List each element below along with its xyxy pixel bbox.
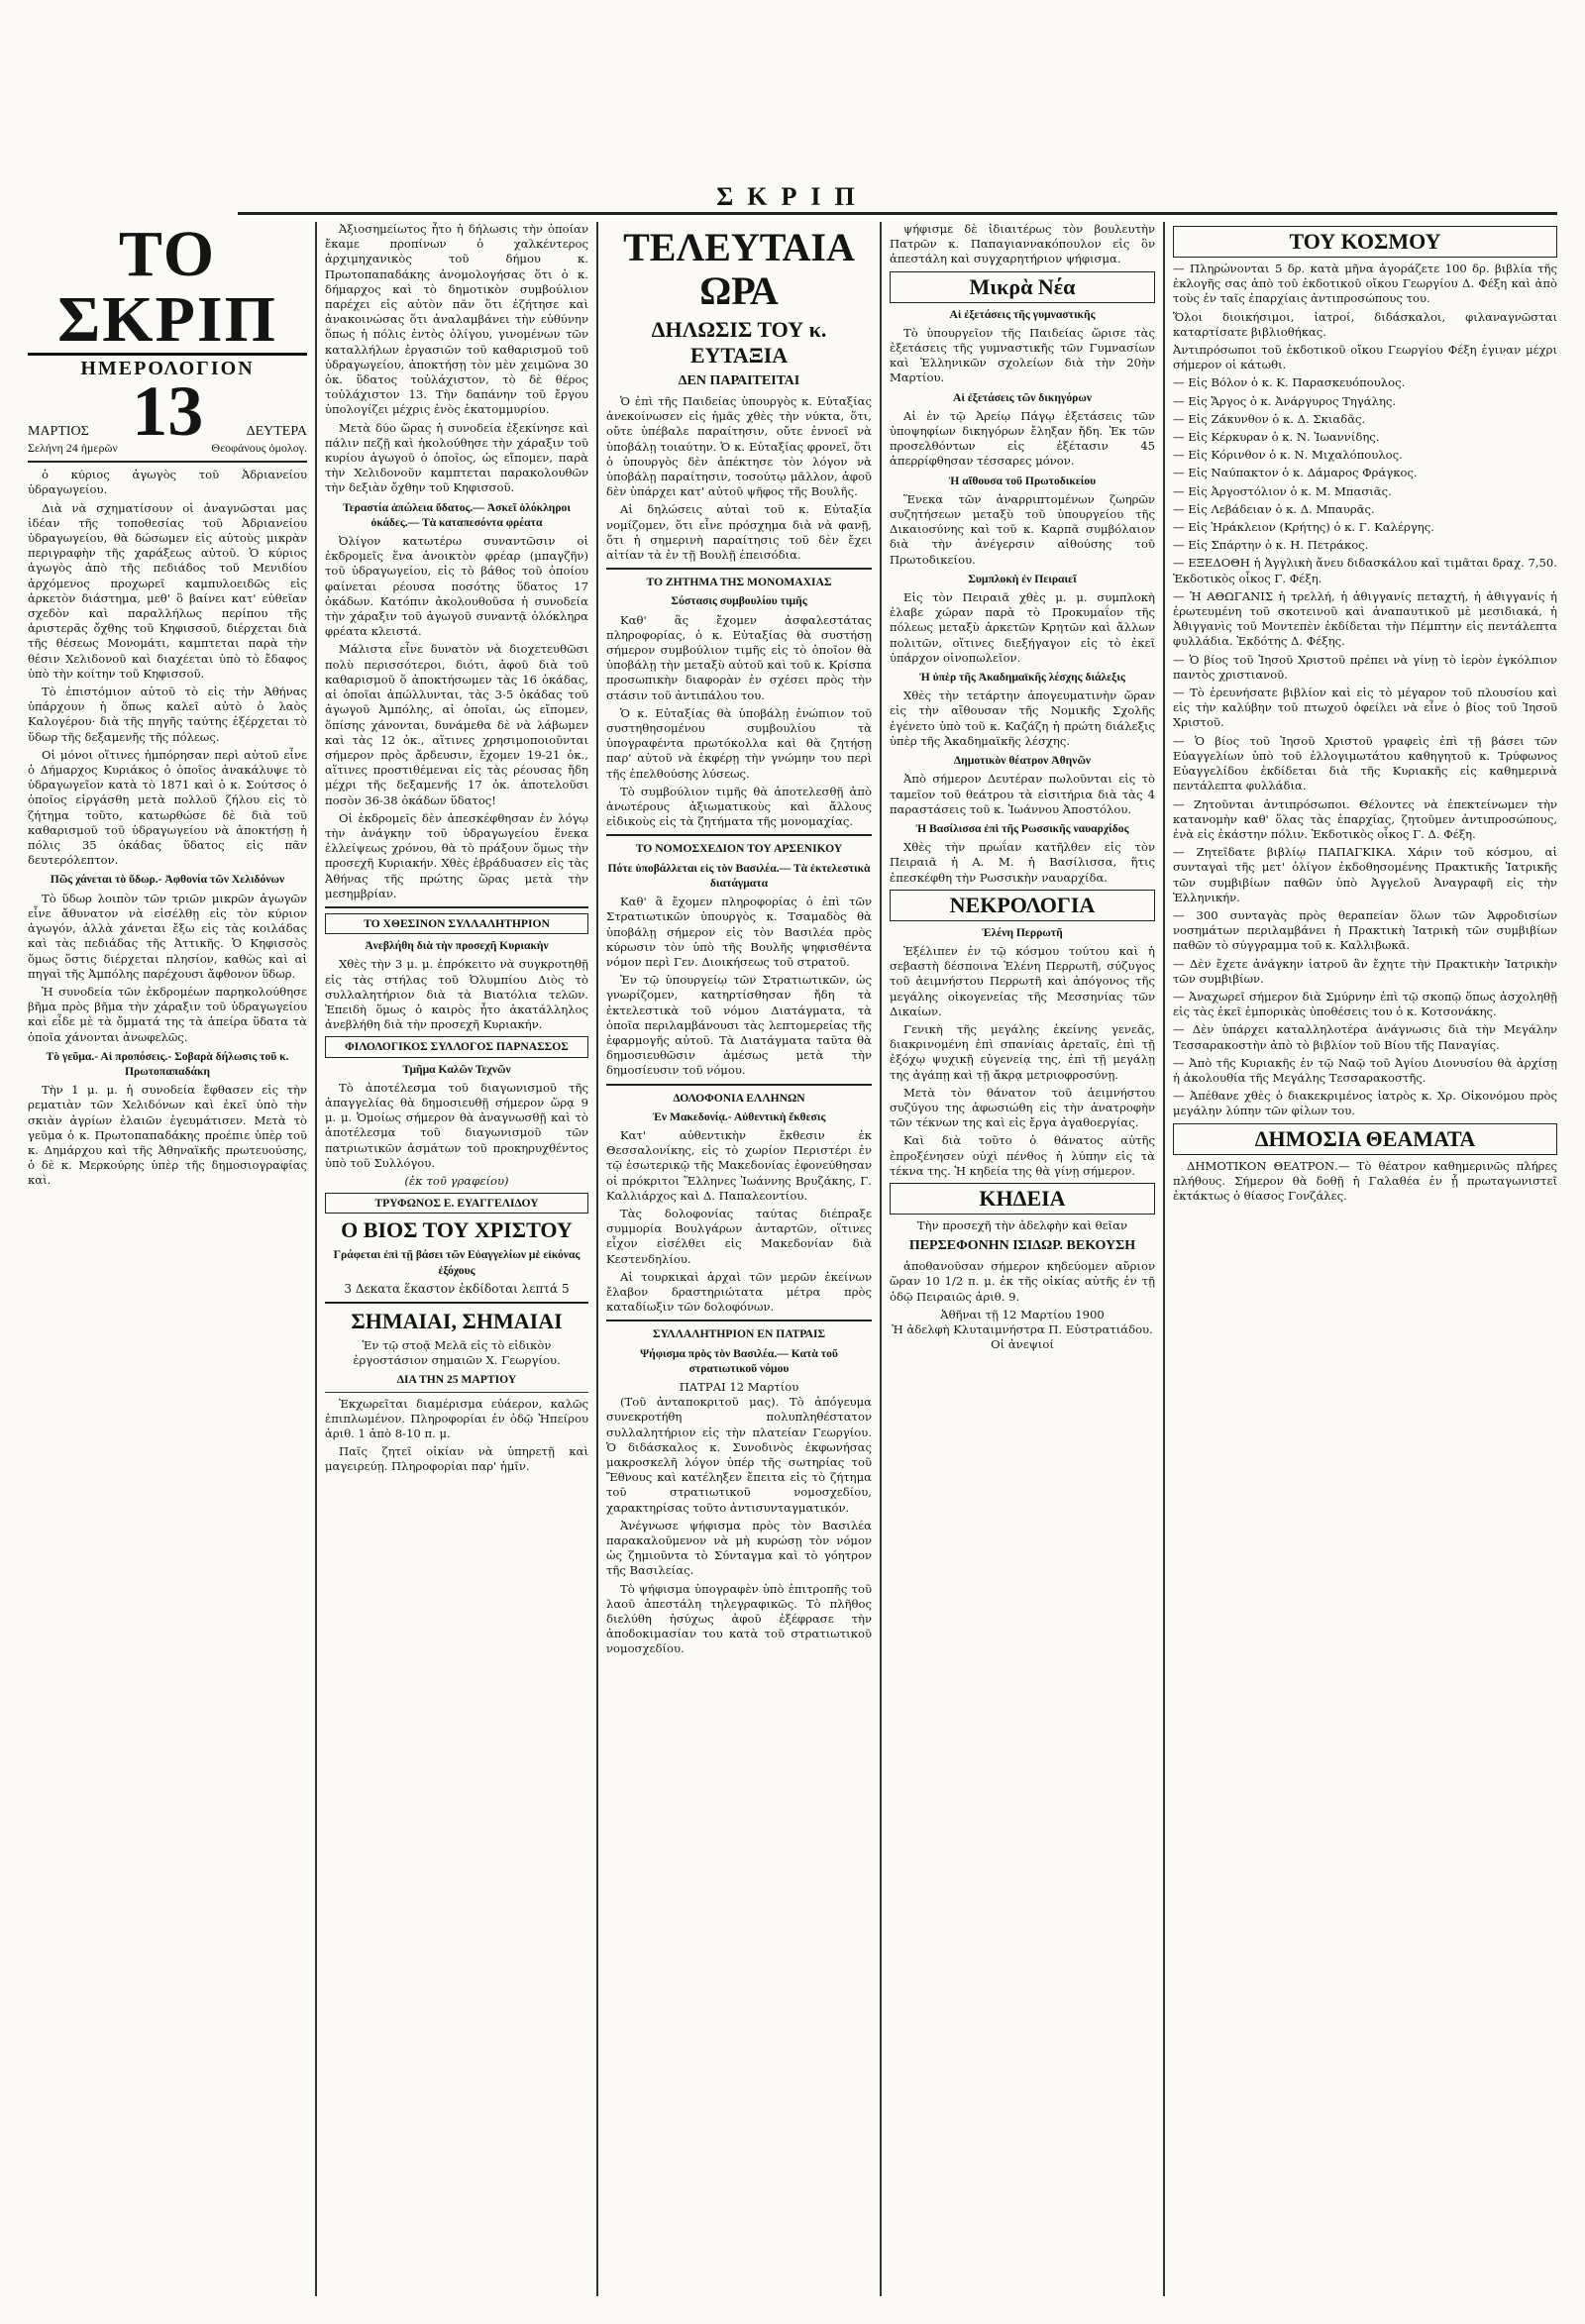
column-1: [28, 222, 307, 2296]
book-price: 3 Δεκατα ἕκαστον ἐκδίδοται λεπτά 5: [344, 1281, 570, 1296]
headline: ΤΕΛΕΥΤΑΙΑ ΩΡΑ: [623, 225, 855, 313]
calendar-saint: Θεοφάνους ὁμολογ.: [211, 441, 307, 455]
list-item: — Τὸ ἐρευνήσατε βιβλίον καὶ εἰς τὸ μέγαρον τοῦ πλουσίου καὶ εἰς τὴν καλύβην τοῦ πτωχοῦ ὀφείλει νὰ εἶνε ὁ βίος τοῦ Ἰησοῦ Χριστοῦ.: [1173, 686, 1557, 730]
paragraph: Ὁ ἐπὶ τῆς Παιδείας ὑπουργὸς κ. Εὐταξίας ἀνεκοίνωσεν εἰς ἡμᾶς χθὲς τὴν νύκτα, ὅτι, οὔτε ὑπέβαλε παραίτησιν, οὔτε ἐννοεῖ νὰ ὑποβάλῃ τοιαύτην. Ὁ κ. Εὐταξίας φρονεῖ, ὅτι ὁ ὑπουργὸς δὲν ἀπέκτησε τὸν λόγον νὰ ὑποβάλῃ παραίτησιν, τοσούτῳ μᾶλλον, ἀφοῦ δὲν ὑπάρχει κατ' αὐτοῦ ψῆφος τῆς Βουλῆς.: [606, 394, 872, 499]
list-item: — Ἀπέθανε χθὲς ὁ διακεκριμένος ἰατρὸς κ. Χρ. Οἰκονόμου πρὸς μεγάλην λύπην τῶν φίλων του.: [1173, 1089, 1557, 1118]
book-title: Ο ΒΙΟΣ ΤΟΥ ΧΡΙΣΤΟΥ: [341, 1217, 573, 1243]
paragraph: Τὸ ψήφισμα ὑπογραφὲν ὑπὸ ἐπιτροπῆς τοῦ λαοῦ ἀπεστάλη τηλεγραφικῶς. Τὸ πλῆθος διελύθη ἡσύχως ἀφοῦ ἐξέφρασε τὴν ἀποδοκιμασίαν του κατὰ τοῦ στρατιωτικοῦ νομοσχεδίου.: [606, 1581, 872, 1656]
signature-line: Ἡ ἀδελφὴ Κλυταιμνήστρα Π. Εὐστρατιάδου. Οἱ ἀνεψιοί: [892, 1321, 1153, 1352]
divider: [606, 568, 872, 570]
paragraph: Οἱ ἐκδρομεῖς δὲν ἀπεσκέφθησαν ἐν λόγῳ τὴν ἀνάγκην τοῦ ὑδραγωγείου ἕνεκα ἐλλείψεως χρόνου, θὰ τὸ πράξουν ὅμως τὴν προσεχῆ Κυριακήν. Χθὲς ἐβράδυασεν εἰς τὰς Ἀθήνας τῆς πρώτης ὥρας μετὰ τὴν μεσημβρίαν.: [325, 810, 588, 900]
section-header-box: ΚΗΔΕΙΑ: [890, 1183, 1155, 1215]
subheading: Ἐν Μακεδονίᾳ.- Αὐθεντικὴ ἔκθεσις: [652, 1109, 826, 1123]
paragraph: ὁ κύριος ἀγωγὸς τοῦ Ἀδριανείου ὑδραγωγείου.: [28, 468, 307, 497]
subheading: Ψήφισμα πρὸς τὸν Βασιλέα.— Κατὰ τοῦ στρατιωτικοῦ νόμου: [640, 1346, 838, 1375]
paragraph: Τὸ ἐπιστόμιον αὐτοῦ τὸ εἰς τὴν Ἀθήνας ὑπάρχουν ἡ ὅπως καλεῖ αὐτὸ ὁ λαὸς Καλογέρου· διὰ τῆς πηγῆς ταύτης ἐξέρχεται τὸ ὕδωρ τῆς δεξαμενῆς τῆς πόλεως.: [28, 685, 307, 744]
list-item: — Ὁ βίος τοῦ Ἰησοῦ Χριστοῦ γραφεὶς ἐπὶ τῇ βάσει τῶν Εὐαγγελίων ὑπὸ τοῦ ἐλλογιμωτάτου καθηγητοῦ κ. Τρύφωνος Εὐαγγελίδου ἐκδίδεται διὰ τῆς Κυριακῆς εἰς καθημερινὰ πεντάλεπτα φυλλάδια.: [1173, 733, 1557, 793]
classified-ad: Παῖς ζητεῖ οἰκίαν νὰ ὑπηρετῇ καὶ μαγειρεύῃ. Πληροφορίαι παρ' ἡμῖν.: [325, 1444, 588, 1474]
paragraph: Ἐν τῷ ὑπουργείῳ τῶν Στρατιωτικῶν, ὡς γνωρίζομεν, κατηρτίσθησαν ἤδη τὰ ἐκτελεστικὰ τοῦ νόμου Διατάγματα, τὰ ὁποῖα περιλαμβάνουσι τὰς λεπτομερείας τῆς ἐφαρμογῆς αὐτοῦ. Τὰ Διατάγματα ταῦτα θὰ δημοσιευθῶσιν ἀμέσως μετὰ τὴν δημοσίευσιν τοῦ νόμου.: [606, 973, 872, 1078]
paragraph: (Τοῦ ἀνταποκριτοῦ μας). Τὸ ἀπόγευμα συνεκροτήθη πολυπληθέστατον συλλαλητήριον εἰς τὴν πλατείαν Γεωργίου. Ὁ διδάσκαλος κ. Συνοδινὸς ἐκφωνήσας μακροσκελῆ λόγον ὑπέρ τῆς σωτηρίας τοῦ Ἔθνους καὶ κατέληξεν ἔπειτα εἰς τὸ ζήτημα τοῦ στρατιωτικοῦ νομοσχεδίου, χαρακτηρίσας τοῦτο ἀντισυνταγματικόν.: [606, 1395, 872, 1515]
paragraph: Αἱ τουρκικαὶ ἀρχαὶ τῶν μερῶν ἐκείνων ἔλαβον δραστηριώτατα μέτρα πρὸς καταδίωξιν τῶν δολοφόνων.: [606, 1269, 872, 1315]
paragraph: Εἰς τὸν Πειραιᾶ χθὲς μ. μ. συμπλοκὴ ἐλαβε χώραν παρὰ τὸ Προκυμαΐον τῆς πόλεως μεταξὺ ἀρκετῶν Κρητῶν καὶ ἄλλων πολιτῶν, οἵτινες διεξήγαγον εἰς τὸ ἐκεῖ ὑπάρχον οἰνοπωλεῖον.: [890, 590, 1155, 665]
book-line: Γράφεται ἐπὶ τῇ βάσει τῶν Εὐαγγελίων μὲ εἰκόνας ἐξόχους: [333, 1248, 581, 1277]
column-2: [325, 222, 588, 2296]
calendar-heading: ΗΜΕΡΟΛΟΓΙΟΝ: [80, 358, 255, 379]
calendar-day: 13: [132, 371, 204, 451]
list-item: Ἀντιπρόσωποι τοῦ ἐκδοτικοῦ οἴκου Γεωργίου Φέξη ἐγιναν μέχρι σήμερον οἱ κάτωθι.: [1173, 343, 1557, 372]
notice-heading: ΣΗΜΑΙΑΙ, ΣΗΜΑΙΑΙ: [351, 1309, 563, 1333]
notice-date: ΔΙΑ ΤΗΝ 25 ΜΑΡΤΙΟΥ: [396, 1373, 517, 1387]
paragraph: Καθ' ἃ ἔχομεν πληροφορίας ὁ ἐπὶ τῶν Στρατιωτικῶν ὑπουργὸς κ. Τσαμαδὸς θὰ ὑποβάλῃ σήμερον εἰς τὸν Βασιλέα πρὸς κύρωσιν τὸν ὑπὸ τῆς Βουλῆς ψηφισθέντα νόμον περὶ Γεν. Διοικήσεως τοῦ στρατοῦ.: [606, 895, 872, 969]
paragraph: Καθ' ἃς ἔχομεν ἀσφαλεστάτας πληροφορίας, ὁ κ. Εὐταξίας θὰ συστήσῃ σήμερον συμβούλιον τιμῆς εἰς τὸ ὁποῖον θὰ ὑποβάλῃ τὴν μεταξὺ αὐτοῦ καὶ τοῦ κ. Κρίσπα προσωπικὴν διαφορὰν ἐν σχέσει πρὸς τὴν στάσιν τοῦ ἀντιπάλου του.: [606, 612, 872, 702]
deceased-name: ΠΕΡΣΕΦΟΝΗΝ ΙΣΙΔΩΡ. ΒΕΚΟΥΣΗ: [908, 1238, 1136, 1254]
list-item: — ΕΞΕΔΟΘΗ ἡ Ἀγγλικὴ ἄνευ διδασκάλου καὶ τιμᾶται δραχ. 7,50. Ἐκδοτικὸς οἶκος Γ. Φέξη.: [1173, 556, 1557, 585]
section-header-box: ΤΟ ΧΘΕΣΙΝΟΝ ΣΥΛΛΑΛΗΤΗΡΙΟΝ: [325, 913, 588, 934]
list-item: — Ἀπὸ τῆς Κυριακῆς ἐν τῷ Ναῷ τοῦ Ἀγίου Διονυσίου θὰ ἀρχίσῃ ἡ ἀκολουθία τῆς Μεγάλης Τεσσαρακοστῆς.: [1173, 1055, 1557, 1085]
list-item: — Δὲν ὑπάρχει καταλληλοτέρα ἀνάγνωσις διὰ τὴν Μεγάλην Τεσσαρακοστὴν ἀπὸ τὸ βιβλίον τοῦ Βίου τῆς Παναγίας.: [1173, 1022, 1557, 1052]
subheading: Πότε ὑποβάλλεται εἰς τὸν Βασιλέα.— Τὰ ἐκτελεστικὰ διατάγματα: [607, 861, 871, 890]
paragraph: Αἱ ἐν τῷ Ἀρείῳ Πάγῳ ἐξετάσεις τῶν ὑποψηφίων δικηγόρων ἔληξαν ἤδη. Ἐκ τῶν προσελθόντων εἰς ἐξέτασιν 45 ἀπερρίφθησαν τέσσαρες μόνον.: [890, 408, 1155, 469]
divider: [606, 1320, 872, 1321]
subheading: Αἱ ἐξετάσεις τῆς γυμναστικῆς: [949, 307, 1096, 321]
paragraph: Ὀλίγον κατωτέρω συναντῶσιν οἱ ἐκδρομεῖς ἕνα ἀνοικτὸν φρέαρ (μπαγζῆν) τοῦ ὑδραγωγείου, εἰς τὸ βάθος τοῦ ὁποίου φαίνεται ρέουσα ποσότης ὕδατος 17 ὀκάδων. Κατόπιν ἀκολουθοῦσα ἡ συνοδεία τὴν χάραξιν τοῦ ἀγωγοῦ συναντᾷ ὁλόκληρα φρέατα κλειστά.: [325, 534, 588, 639]
list-item: — Εἰς Ναύπακτον ὁ κ. Δάμαρος Φράγκος.: [1173, 466, 1418, 480]
paragraph: Ἀξιοσημείωτος ἦτο ἡ δήλωσις τὴν ὁποίαν ἔκαμε προπίνων ὁ χαλκέντερος ἀρχιμηχανικὸς τοῦ δήμου κ. Πρωτοπαπαδάκης ἀνομολογήσας ὅτι ὁ κ. δήμαρχος καὶ τὸ δημοτικὸν συμβούλιον παρέχει εἰς αὐτὸν πᾶν ὅτι ἐζήτησε καὶ ἀνακοινώσας ὅτι ἀναλαμβάνει τὴν εὐθύνην ὅπως ἡ πόλις ἐντὸς ὀλίγου, γινομένων τῶν καταλλήλων ἐργασιῶν τοῦ καθαρισμοῦ τοῦ ὑδραγωγείου, ἀποκτήσῃ τὸν μὲν χειμῶνα 30 ὀκ. ὕδατος τοὐλάχιστον, τὸ δὲ θέρος τοὐλάχιστον 13. Τὴν δαπάνην τοῦ ἔργου ὑπολογίζει μέχρις ἑνὸς ἑκατομμυρίου.: [325, 222, 588, 417]
source-note: (ἐκ τοῦ γραφείου): [404, 1173, 509, 1188]
paragraph: Τὴν 1 μ. μ. ἡ συνοδεία ἔφθασεν εἰς τὴν ρεματιὰν τῶν Χελιδόνων καὶ ἐκεῖ ὑπὸ τὴν σκιὰν ἀγρίων ἐλαιῶν ἐγευμάτισεν. Μετὰ τὸ γεῦμα ὁ κ. Πρωτοπαπαδάκης προέπιε ὑπὲρ τοῦ κ. Δημάρχου καὶ τῆς Ἀθηναϊκῆς πρωτευούσης, ὁ δὲ κ. Μερκούρης ὑπὲρ τῆς δημοσιογραφίας καὶ.: [28, 1083, 307, 1188]
paragraph: Καὶ διὰ τοῦτο ὁ θάνατος αὐτῆς ἐπροξένησεν οὐχὶ πένθος ἡ λύπην εἰς τὰ τέκνα της. Ἡ κηδεία της θὰ γίνῃ σήμερον.: [890, 1133, 1155, 1178]
subheading: Δημοτικὸν θέατρον Ἀθηνῶν: [953, 754, 1092, 768]
paragraph: ΔΗΜΟΤΙΚΟΝ ΘΕΑΤΡΟΝ.— Τὸ θέατρον καθημερινῶς πλήρες πλήθους. Σήμερον θὰ δοθῇ ἡ Γαλαθέα ἐν ᾗ πρωταγωνιστεῖ ἐκτάκτως ὁ θίασος Γονζάλες.: [1173, 1158, 1557, 1203]
list-item: — Ζητεῖδατε βιβλίῳ ΠΑΠΑΓΚΙΚΑ. Χάριν τοῦ κόσμου, αἱ συνταγαὶ τῆς μετ' ὀλίγον ἐκδοθησομένης Πρακτικῆς Ἰατρικῆς τῶν συμβιβίων παθῶν ὑπὸ Ἀγγελοῦ Ἀναγραφῆ εἰς τὴν Ἑλληνικήν.: [1173, 845, 1557, 904]
subheading: Ἡ Βασίλισσα ἐπὶ τῆς Ρωσσικῆς ναυαρχίδος: [915, 821, 1129, 835]
list-item: — Δὲν ἔχετε ἀνάγκην ἰατροῦ ἂν ἔχητε τὴν Πρακτικὴν Ἰατρικὴν τῶν συμβιβίων.: [1173, 956, 1557, 986]
section-header-box: ΦΙΛΟΛΟΓΙΚΟΣ ΣΥΛΛΟΓΟΣ ΠΑΡΝΑΣΣΟΣ: [325, 1036, 588, 1057]
list-item: — Εἰς Ζάκυνθον ὁ κ. Δ. Σκιαδᾶς.: [1173, 411, 1366, 426]
subheading: Ἑλένη Περρωτῆ: [982, 925, 1063, 939]
calendar-month: ΜΑΡΤΙΟΣ: [28, 424, 89, 439]
paragraph: Οἱ μόνοι οἵτινες ἠμπόρησαν περὶ αὐτοῦ εἶνε ὁ Δήμαρχος Κυριάκος ὁ ὁποῖος ἀνακάλυψε τὸ ὑδραγωγεῖον κατὰ τὸ 1871 καὶ ὁ κ. Σούτσος ὁ ὁποῖος εἰργάσθη μετὰ πολλοῦ ζήλου εἰς τὸ ζήτημα τοῦτο, κατωρθώσε δὲ διὰ τοῦ καθαρισμοῦ τοῦ ὑδραγωγείου νὰ ἀποκτήσῃ ἡ πόλις 35 ὀκάδας ὕδατος εἰς πᾶν δευτερόλεπτον.: [28, 747, 307, 868]
paragraph: Μετὰ τὸν θάνατον τοῦ ἀειμνήστου συζύγου της ἀφωσιώθη εἰς τὴν ἀνατροφὴν τῶν τέκνων της καὶ εἰς ἔργα ἀγαθοεργίας.: [890, 1085, 1155, 1130]
paragraph: Τὰς δολοφονίας ταύτας διέπραξε συμμορία Βουλγάρων ἀνταρτῶν, οἵτινες εἶχον εἰσέλθει εἰς Μακεδονίαν διὰ Κεστενδηλίου.: [606, 1206, 872, 1266]
subheadline: ΔΗΛΩΣΙΣ ΤΟΥ κ. ΕΥΤΑΞΙΑ: [651, 317, 827, 368]
subheading: Τμῆμα Καλῶν Τεχνῶν: [402, 1062, 511, 1076]
section-header-box: ΤΟΥ ΚΟΣΜΟΥ: [1173, 226, 1557, 258]
subheading: Πῶς χάνεται τὸ ὕδωρ.- Ἀφθονία τῶν Χελιδόνων: [50, 873, 285, 887]
paragraph: Ἕνεκα τῶν ἀναρριπτομένων ζωηρῶν συζητήσεων μεταξὺ τοῦ ὑπουργείου τῆς Δικαιοσύνης καὶ τοῦ κ. Καρπᾶ συμβόλαιον διὰ τὴν ἀνέγερσιν αἰθούσης τοῦ Πρωτοδικείου.: [890, 491, 1155, 567]
column-rule: [596, 222, 598, 2296]
divider: [325, 906, 588, 908]
paragraph: Τὸ ἀποτέλεσμα τοῦ διαγωνισμοῦ τῆς ἀπαγγελίας θὰ δημοσιευθῇ σήμερον ὥρᾳ 9 μ. μ. Ὁμοίως σήμερον θὰ ἀναγνωσθῇ καὶ τὸ ἀποτέλεσμα τοῦ διαγωνισμοῦ τῶν πατριωτικῶν ἀσμάτων τοῦ προκηρυχθέντος ὑπὸ τοῦ Συλλόγου.: [325, 1080, 588, 1170]
column-rule: [1163, 222, 1165, 2296]
subheading: Ἡ ὑπὲρ τῆς Ἀκαδημαϊκῆς λέσχης διάλεξις: [919, 671, 1125, 685]
list-item: — Ἀναχωρεῖ σήμερον διὰ Σμύρνην ἐπὶ τῷ σκοπῷ ὅπως ἀσχοληθῇ εἰς τὰς ἐκεῖ ἐμπορικὰς ὑποθέσεις του ὁ κ. Κοτσονάκης.: [1173, 989, 1557, 1019]
list-item: — Ἡ ΑΘΩΓΑΝΙΣ ἡ τρελλή, ἡ ἀθιγγανίς πεταχτή, ἡ ἀθιγγανίς ἡ ἐρωτευμένη τοῦ σκοτεινοῦ καὶ ἀναπαυτικοῦ μὲ μεσιδιακά, ἡ Ἀθιγγανὶς τοῦ Μοντεπὲν ἐκδίδεται τὴν Πέμπτην εἰς πεντάλεπτα φυλλάδια. Ἐκδότης Δ. Φέξης.: [1173, 588, 1557, 649]
list-item: — 300 συνταγὰς πρὸς θεραπείαν ὅλων τῶν Ἀφροδισίων νοσημάτων περιλαμβάνει ἡ Πρακτικὴ Ἰατρικὴ τῶν συμβιβίων παθῶν τὸ σύγγραμμα τοῦ κ. Καλλιβωκᾶ.: [1173, 907, 1557, 953]
divider: [606, 834, 872, 836]
subheadline: ΔΕΝ ΠΑΡΑΙΤΕΙΤΑΙ: [678, 373, 800, 388]
paragraph: Μετὰ δύο ὥρας ἡ συνοδεία ἐξεκίνησε καὶ πάλιν πεζῇ καὶ ἠκολούθησε τὴν χάραξιν τοῦ κυρίου ἀγωγοῦ ὁ ὁποῖος, ὡς εἴπομεν, παρὰ τὴν Χελιδονοῦν καμπτεται παρακολουθῶν τὴν δεξιὰν ὄχθην τοῦ Κηφισσοῦ.: [325, 420, 588, 495]
subheading: Τὸ γεῦμα.- Αἱ προπόσεις.- Σοβαρὰ δήλωσις τοῦ κ. Πρωτοπαπαδάκη: [46, 1049, 289, 1078]
paragraph: Τὸ ὑπουργεῖον τῆς Παιδείας ὥρισε τὰς ἐξετάσεις τῆς γυμναστικῆς τῶν Γυμνασίων καὶ Ἑλληνικῶν σχολείων διὰ τὴν 20ὴν Μαρτίου.: [890, 325, 1155, 385]
subheading: Ἡ αἴθουσα τοῦ Πρωτοδικείου: [948, 474, 1097, 487]
list-item: — Εἰς Σπάρτην ὁ κ. Η. Πετράκος.: [1173, 538, 1369, 553]
calendar-weekday: ΔΕΥΤΕΡΑ: [246, 424, 307, 439]
subheading: Τεραστία ἀπώλεια ὕδατος.— Ἀσκεῖ ὁλόκληροι ὀκάδες.— Τὰ καταπεσόντα φρέατα: [343, 500, 571, 529]
list-item: — Ὁ βίος τοῦ Ἰησοῦ Χριστοῦ πρέπει νὰ γίνῃ τὸ ἱερὸν ἐγκόλπιον παντὸς χριστιανοῦ.: [1173, 652, 1557, 682]
list-item: — Εἰς Ἄργος ὁ κ. Ἀνάργυρος Τηγάλης.: [1173, 393, 1397, 408]
column-rule: [315, 222, 317, 2296]
subheading: ΤΟ ΖΗΤΗΜΑ ΤΗΣ ΜΟΝΟΜΑΧΙΑΣ: [646, 576, 832, 589]
section-header-box: ΤΡΥΦΩΝΟΣ Ε. ΕΥΑΓΓΕΛΙΔΟΥ: [325, 1193, 588, 1214]
list-item: — Ζητοῦνται ἀντιπρόσωποι. Θέλοντες νὰ ἐπεκτείνωμεν τὴν κατανομὴν καθ' ὅλας τὰς ἐπαρχίας, ζητοῦμεν ἀντιπροσώπους, ἐνὰ εἰς ἑκάστην πόλιν. Ἐκδοτικὸς οἶκος Γ. Δ. Φέξη.: [1173, 796, 1557, 841]
paragraph: Ἀνέγνωσε ψήφισμα πρὸς τὸν Βασιλέα παρακαλοῦμενον νὰ μὴ κυρώσῃ τὸν νόμον ὡς ζημιοῦντα τὸ Σύνταγμα καὶ τὸ γόητρον τῆς Βασιλείας.: [606, 1518, 872, 1578]
column-3: [606, 222, 872, 2296]
paragraph: Τὴν προσεχῆ τὴν ἀδελφὴν καὶ θεῖαν: [916, 1217, 1128, 1232]
paragraph: Διὰ νὰ σχηματίσουν οἱ ἀναγνῶσται μας ἰδέαν τῆς τοποθεσίας τοῦ Ἀδριανείου ὑδραγωγείου, θὰ δώσωμεν εἰς αὐτοὺς μικρὰν περιγραφὴν τῆς χαράξεως αὐτοῦ. Ὁ κύριος ἀγωγὸς ἀπὸ τῆς πεδιάδος τοῦ Μενιδίου ἀρχόμενος προχωρεῖ καμπυλοειδῶς εἰς ἀρκετὸν διάστημα, μεθ' ὃ βαίνει κατ' εὐθεῖαν σχεδὸν καὶ παραλλήλως περίπου τῆς ἀριστερᾶς ὄχθης τοῦ Κηφισσοῦ, διέρχεται διὰ τῆς θέσεως Μονομάτι, καμπτεται παρὰ τὴν θέσιν Χελιδονοῦ καὶ διαχέεται ὑπὸ τὸ ἔδαφος ὑπὸ τὴν κοίτην τοῦ Κηφισσοῦ.: [28, 500, 307, 681]
paragraph: Κατ' αὐθεντικὴν ἔκθεσιν ἐκ Θεσσαλονίκης, εἰς τὸ χωρίον Περιστέρι ἐν τῷ ἐσωτερικῷ τῆς Μακεδονίας ἐφονεύθησαν οἱ πρόκριτοι Ἕλληνες Ἰωάννης Βρυζάκης, Γ. Καλλιάρχος καὶ Δ. Παπαλεοντίου.: [606, 1127, 872, 1203]
paragraph: Χθὲς τὴν τετάρτην ἀπογευματινὴν ὥραν εἰς τὴν αἴθουσαν τῆς Νομικῆς Σχολῆς ἐγένετο ὑπὸ τοῦ κ. Καζάζη ἡ πρώτη διάλεξις ὑπὲρ τῆς Ἀκαδημαϊκῆς λέσχης.: [890, 688, 1155, 748]
top-rule: [238, 212, 1557, 215]
paragraph: Χθὲς τὴν 3 μ. μ. ἐπρόκειτο νὰ συγκροτηθῇ εἰς τὰς στήλας τοῦ Ὀλυμπίου Διὸς τὸ συλλαλητήριον διὰ τὰ Βιατόλια τελῶν. Ἐπειδὴ ὅμως ὁ καιρὸς ἦτο ἀκατάλληλος ἀνεβλήθη διὰ τὴν προσεχῆ Κυριακήν.: [325, 957, 588, 1032]
paragraph: Μάλιστα εἶνε δυνατὸν νὰ διοχετευθῶσι πολὺ περισσότεροι, διότι, ἀφοῦ διὰ τοῦ καθαρισμοῦ ὅ ἀποκτήσωμεν τὰς 16 ὀκάδας, αἱ ὁποῖαι ἀπώλλυνται, τὰς 3-5 ὀκάδας τοῦ ἀγωγοῦ Ἀμπόλης, αἱ ὁποῖαι, ὡς εἴπομεν, ὅπίσης χάνονται, δυνάμεθα δὲ νὰ λάβωμεν καὶ τὰς 12 ὀκ., αἵτινες χρησιμοποιοῦνται σήμερον πρὸς ἄρδευσιν, ἔχομεν 19-21 ὀκ., αἵτινες προστιθέμεναι εἰς τὰς ρέουσας ἤδη μέχρι τῆς δεξαμενῆς 17 ὀκ. ἀποτελοῦσι ποσὸν 36-38 ὀκάδων ὕδατος!: [325, 642, 588, 807]
section-header-box: Μικρὰ Νέα: [890, 271, 1155, 303]
subheading: ΔΟΛΟΦΟΝΙΑ ΕΛΛΗΝΩΝ: [673, 1091, 805, 1105]
paragraph: Τὸ ὕδωρ λοιπὸν τῶν τριῶν μικρῶν ἀγωγῶν εἶνε ἄθυνατον νὰ εἰσέλθῃ εἰς τὸν κύριον ἀγωγόν, ἀλλὰ χάνεται ἔξω εἰς τὰς κοιλάδας καὶ τὰς πεδιάδας τῆς Ἀττικῆς. Ὁ Κηφισσὸς ὅμως ὅστις διέρχεται πλησίον, καθὼς καὶ αἱ πηγαὶ τῆς Ἀμπόλης παρέχουσι ἄφθονον ὕδωρ.: [28, 891, 307, 981]
column-4: [890, 222, 1155, 2296]
subheading: ΤΟ ΝΟΜΟΣΧΕΔΙΟΝ ΤΟΥ ΑΡΣΕΝΙΚΟΥ: [635, 842, 843, 856]
subheading: Συμπλοκὴ ἐν Πειραιεῖ: [968, 572, 1077, 585]
newspaper-title: ΤΟ ΣΚΡΙΠ: [28, 222, 307, 356]
column-rule: [880, 222, 882, 2296]
section-header-box: ΔΗΜΟΣΙΑ ΘΕΑΜΑΤΑ: [1173, 1123, 1557, 1155]
list-item: — Εἰς Λεβάδειαν ὁ κ. Δ. Μπαυρᾶς.: [1173, 501, 1375, 516]
paragraph: ἀποθανοῦσαν σήμερον κηδεύομεν αὔριον ὥραν 10 1/2 π. μ. ἐκ τῆς οἰκίας αὐτῆς ἐν τῇ ὁδῷ Πειραιῶς ἀριθ. 9.: [890, 1259, 1155, 1304]
paragraph: Ἡ συνοδεία τῶν ἐκδρομέων παρηκολούθησε βῆμα πρὸς βῆμα τὴν χάραξιν τοῦ ὑδραγωγείου καὶ εἶδε μὲ τὰ ὄμματά της τὰ ἀπείρα ὕδατα τὰ ὁποῖα χάνονται ἀνωφελῶς.: [28, 984, 307, 1044]
divider: [28, 461, 307, 463]
list-item: — Εἰς Κέρκυραν ὁ κ. Ν. Ἰωαννίδης.: [1173, 430, 1380, 445]
divider: [325, 1302, 588, 1304]
list-item: — Εἰς Ἀργοστόλιον ὁ κ. Μ. Μπασιᾶς.: [1173, 483, 1392, 498]
classified-ad: Ἐκχωρεῖται διαμέρισμα εὐάερον, καλῶς ἐπιπλωμένον. Πληροφορίαι ἐν ὁδῷ Ἠπείρου ἀριθ. 1 ἀπὸ 8-10 π. μ.: [325, 1396, 588, 1441]
paragraph: Ἐξέλιπεν ἐν τῷ κόσμου τούτου καὶ ἡ σεβαστὴ δέσποινα Ἑλένη Περρωτῆ, σύζυγος τοῦ ἀειμνήστου Περρωτῆ καὶ ἀπόγονος τῆς μεγάλης οἰκογενείας τῆς Μεσσηνίας τῶν Δικαίων.: [890, 943, 1155, 1018]
list-item: — Εἰς Κόρινθον ὁ κ. Ν. Μιχαλόπουλος.: [1173, 448, 1403, 463]
subheading: ΣΥΛΛΑΛΗΤΗΡΙΟΝ ΕΝ ΠΑΤΡΑΙΣ: [652, 1327, 826, 1341]
subheading: Ἀνεβλήθη διὰ τὴν προσεχῆ Κυριακὴν: [365, 939, 549, 953]
paragraph: ψήφισμε δὲ ἰδιαιτέρως τὸν βουλευτὴν Πατρῶν κ. Παπαγιαννακόπουλον εἰς ὃν ἀπεστάλη καὶ συγχαρητήριον ψήφισμα.: [890, 222, 1155, 266]
paragraph: Αἱ δηλώσεις αὐταὶ τοῦ κ. Εὐταξία νομίζομεν, ὅτι εἶνε πρόσχημα διὰ νὰ φανῇ, ὅτι ἡ σημερινὴ παραίτησις τοῦ δὲν ἔχει αἰτίαν τὰ ἐν τῇ Βουλῇ ἐπεισόδια.: [606, 502, 872, 563]
list-item: Ὅλοι διοικήσιμοι, ἰατροί, διδάσκαλοι, φιλαναγνῶσται καταρτίσατε βιβλιοθήκας.: [1173, 309, 1557, 339]
calendar-moon: Σελήνη 24 ἡμερῶν: [28, 441, 118, 455]
paragraph: Τὸ συμβούλιον τιμῆς θὰ ἀποτελεσθῇ ἀπὸ ἀνωτέρους ἀξιωματικοὺς καὶ ἄλλους εἰδικοὺς εἰς τὰ ζητήματα τῆς μονομαχίας.: [606, 784, 872, 829]
section-header-box: ΝΕΚΡΟΛΟΓΙΑ: [890, 890, 1155, 921]
subheading: Αἱ ἐξετάσεις τῶν δικηγόρων: [952, 390, 1092, 404]
subheading: Σύστασις συμβουλίου τιμῆς: [671, 594, 807, 608]
paragraph: Χθὲς τὴν πρωΐαν κατῆλθεν εἰς τὸν Πειραιᾶ ἡ Α. Μ. ἡ Βασίλισσα, ἥτις ἐπεσκέφθη τὴν Ρωσσικὴν ναυαρχίδα.: [890, 840, 1155, 885]
list-item: — Πληρώνονται 5 δρ. κατὰ μῆνα ἀγοράζετε 100 δρ. βιβλία τῆς ἐκλογῆς σας ἀπὸ τοῦ ἐκδοτικοῦ οἴκου Γεωργίου Δ. Φέξη καὶ ἀπὸ τοὺς ἐν ταῖς ἐπαρχίαις ἀντιπροσώπους του.: [1173, 262, 1557, 306]
notice-line: Ἐν τῷ στοᾷ Μελᾶ εἰς τὸ εἰδικὸν ἐργοστάσιον σημαιῶν Χ. Γεωργίου.: [353, 1338, 561, 1368]
list-item: — Εἰς Ἡράκλειον (Κρήτης) ὁ κ. Γ. Καλέργης.: [1173, 520, 1434, 535]
paragraph: Ἀπὸ σήμερον Δευτέραν πωλοῦνται εἰς τὸ ταμεῖον τοῦ θεάτρου τὰ εἰσιτήρια διὰ τὰς 4 παραστάσεις τοῦ κ. Ἰωάννου Ἀποστόλου.: [890, 772, 1155, 816]
divider: [606, 1084, 872, 1086]
running-head: ΣΚΡΙΠ: [716, 182, 869, 211]
paragraph: Γενικὴ τῆς μεγάλης ἐκείνης γενεᾶς, διακρινομένη ἐπὶ σπανίαις ἀρεταῖς, ἐπὶ τῇ ἐξόχῳ ψυχικῇ εὐγενείᾳ της, ἐπὶ τῇ μεγάλῃ της ἀγάπῃ καὶ τῇ ἄκρᾳ μετριοφροσύνῃ.: [890, 1021, 1155, 1082]
column-5: [1173, 222, 1557, 2296]
list-item: — Εἰς Βόλον ὁ κ. Κ. Παρασκευόπουλος.: [1173, 375, 1406, 390]
paragraph: Ὁ κ. Εὐταξίας θὰ ὑποβάλῃ ἐνώπιον τοῦ συστηθησομένου συμβουλίου τὰ ὑπογραφέντα πρωτόκολλα καὶ θὰ ζητήσῃ παρ' αὐτοῦ νὰ ἐκφέρῃ τὴν γνώμην του περὶ τῆς ἐπελθούσης λύσεως.: [606, 705, 872, 781]
divider: [325, 1392, 588, 1393]
dateline: Ἀθῆναι τῇ 12 Μαρτίου 1900: [940, 1307, 1105, 1321]
dateline: ΠΑΤΡΑΙ 12 Μαρτίου: [679, 1379, 799, 1394]
